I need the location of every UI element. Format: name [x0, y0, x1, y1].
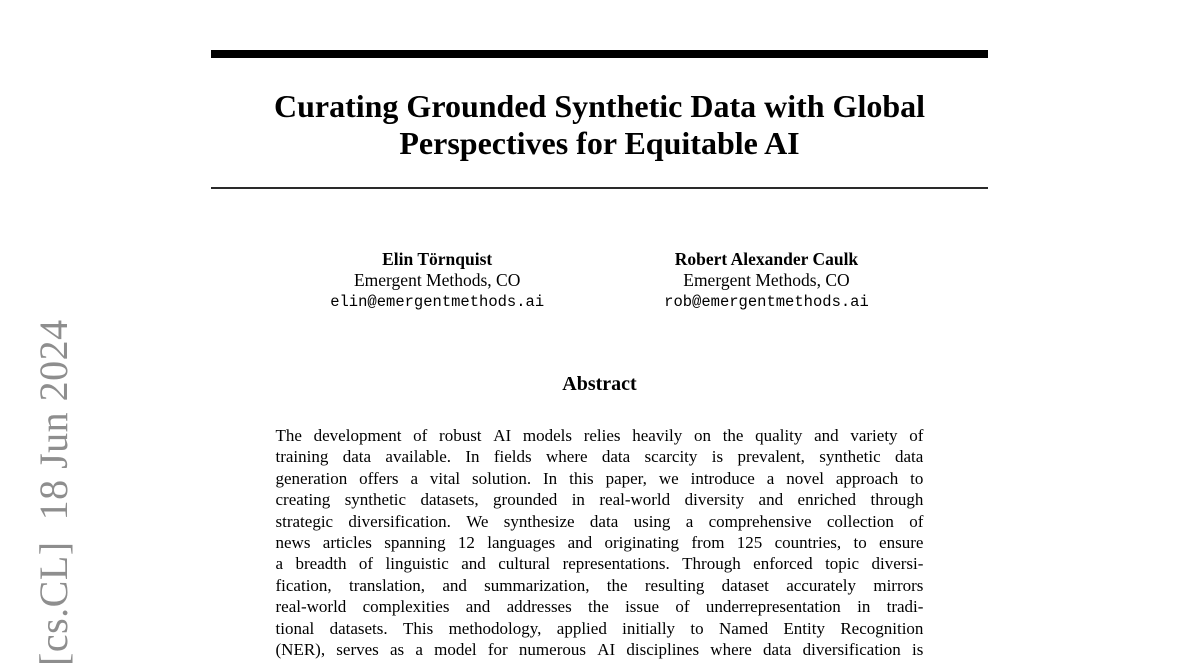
- top-thick-rule: [211, 50, 988, 58]
- abstract-line: generation offers a vital solution. In this paper, we introduce a novel approach to: [275, 468, 924, 488]
- author-affiliation: Emergent Methods, CO: [353, 270, 521, 290]
- paper-page: [211, 0, 988, 660]
- paper-title-line-1: Curating Grounded Synthetic Data with Global: [273, 88, 926, 124]
- author-affiliation: Emergent Methods, CO: [683, 270, 850, 290]
- arxiv-watermark: [cs.CL] 18 Jun 2024: [31, 319, 76, 666]
- abstract-line: training data available. In fields where data scarcity is prevalent, synthetic data: [275, 447, 924, 467]
- abstract-line: news articles spanning 12 languages and originating from 125 countries, to ensure: [275, 532, 924, 552]
- abstract-line: The development of robust AI models relies heavily on the quality and variety of: [275, 426, 924, 445]
- abstract-line: a breadth of linguistic and cultural representations. Through enforced topic diversi-: [275, 554, 924, 574]
- paper-title-line-2: Perspectives for Equitable AI: [399, 125, 800, 161]
- abstract-line: real-world complexities and addresses the issue of underrepresentation in tradi-: [275, 597, 924, 617]
- author-email: rob@emergentmethods.ai: [664, 293, 869, 311]
- author-block: [330, 249, 544, 314]
- abstract-line: (NER), serves as a model for numerous AI disciplines where data diversification is: [275, 639, 924, 659]
- title-thin-rule: [211, 187, 988, 189]
- author-block: [664, 249, 869, 314]
- abstract-line: fication, translation, and summarization, the resulting dataset accurately mirrors: [275, 575, 924, 595]
- abstract-heading: Abstract: [562, 373, 637, 395]
- author-name: Robert Alexander Caulk: [674, 249, 859, 269]
- author-row: [211, 249, 988, 314]
- abstract-line: tional datasets. This methodology, applied initially to Named Entity Recognition: [275, 618, 924, 638]
- abstract-body: [276, 425, 924, 660]
- abstract-line: creating synthetic datasets, grounded in real-world diversity and enriched through: [275, 490, 924, 510]
- abstract-line: strategic diversification. We synthesize data using a comprehensive collection of: [275, 511, 924, 531]
- author-email: elin@emergentmethods.ai: [330, 293, 545, 311]
- paper-title: [211, 88, 988, 162]
- author-name: Elin Törnquist: [382, 249, 493, 269]
